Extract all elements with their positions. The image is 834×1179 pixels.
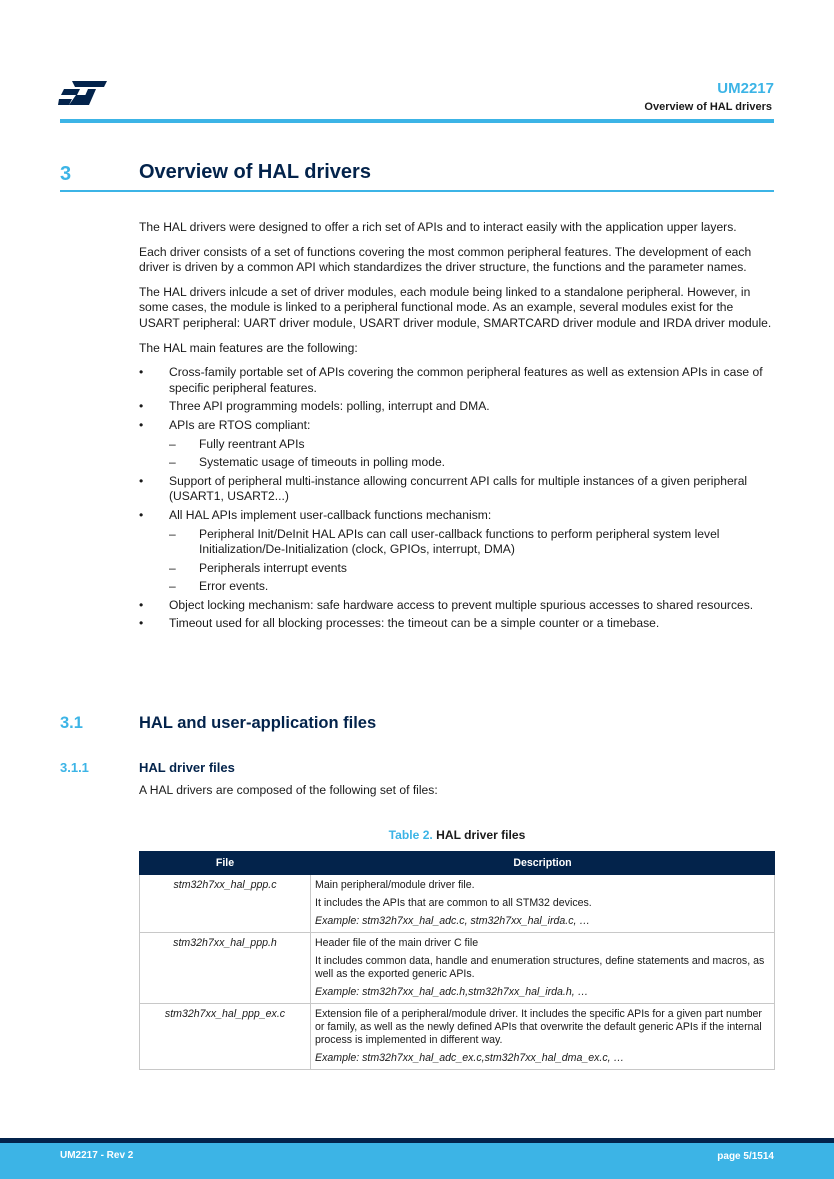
table-row	[140, 933, 775, 1004]
header-section-title: Overview of HAL drivers	[644, 101, 772, 113]
bullet-icon: •	[139, 399, 144, 414]
description-cell	[311, 933, 775, 1004]
sub-list-item	[169, 561, 775, 577]
dash-icon: –	[169, 436, 176, 451]
list-item-text: Object locking mechanism: safe hardware access to prevent multiple spurious accesses to shared resources.	[169, 597, 754, 612]
dash-icon: –	[169, 560, 176, 575]
subsection-number: 3.1.1	[60, 760, 89, 775]
paragraph: The HAL main features are the following:	[139, 340, 358, 355]
sub-list-item	[169, 455, 775, 471]
footer-page-number: page 5/1514	[717, 1151, 774, 1162]
section-number: 3.1	[60, 714, 83, 732]
bullet-icon: •	[139, 473, 144, 488]
sub-list	[169, 437, 775, 471]
header-doc-id: UM2217	[717, 80, 774, 97]
paragraph: Each driver consists of a set of functions covering the most common peripheral features. The development of each driver is driven by a common API which standardizes the driver structure, the functions and the parameter names.	[139, 244, 752, 275]
paragraph: The HAL drivers inlcude a set of driver modules, each module being linked to a standalone peripheral. However, in some cases, the module is linked to a peripheral functional mode. As an example, several modules exist for the USART peripheral: UART driver module, USART driver module, SMARTCARD driver module and IRDA driver module.	[139, 284, 772, 330]
list-item-text: Three API programming models: polling, interrupt and DMA.	[169, 399, 490, 414]
bullet-icon: •	[139, 507, 144, 522]
description-example: Example: stm32h7xx_hal_adc.c, stm32h7xx_hal_irda.c, …	[315, 915, 590, 927]
chapter-rule	[60, 190, 774, 192]
description-line: Main peripheral/module driver file.	[315, 879, 475, 891]
header-rule	[60, 119, 774, 123]
st-logo-icon	[58, 79, 108, 107]
list-item	[139, 474, 775, 505]
bullet-icon: •	[139, 597, 144, 612]
sub-list	[169, 527, 775, 595]
column-header-file: File	[140, 852, 311, 875]
bullet-icon: •	[139, 616, 144, 631]
chapter-title: Overview of HAL drivers	[139, 161, 371, 183]
column-header-description: Description	[311, 852, 775, 875]
table-row	[140, 875, 775, 933]
table-row	[140, 1004, 775, 1070]
description-cell	[311, 1004, 775, 1070]
sub-list-item	[169, 527, 775, 558]
list-item	[139, 399, 775, 415]
sub-list-item-text: Error events.	[199, 579, 269, 594]
list-item-text: All HAL APIs implement user-callback functions mechanism:	[169, 507, 492, 522]
description-line: Header file of the main driver C file	[315, 937, 479, 949]
sub-list-item-text: Fully reentrant APIs	[199, 436, 305, 451]
description-cell	[311, 875, 775, 933]
list-item	[139, 598, 775, 614]
list-item	[139, 508, 775, 595]
table-header-row	[140, 852, 775, 875]
sub-list-item-text: Systematic usage of timeouts in polling mode.	[199, 455, 446, 470]
list-item-text: Cross-family portable set of APIs covering the common peripheral features as well as extension APIs in case of specific peripheral features.	[169, 365, 763, 395]
footer-top-stripe	[0, 1138, 834, 1143]
chapter-body	[139, 220, 775, 635]
description-line: Extension file of a peripheral/module driver. It includes the specific APIs for a given part number or family, as well as the newly defined APIs that overwrite the default generic APIs if the internal process is implemented in different way.	[315, 1008, 762, 1046]
sub-list-item-text: Peripheral Init/DeInit HAL APIs can call user-callback functions to perform peripheral system level Initialization/De-Initialization (clock, GPIOs, interrupt, DMA)	[199, 526, 720, 557]
feature-list	[139, 365, 775, 632]
dash-icon: –	[169, 526, 176, 541]
chapter-number: 3	[60, 163, 72, 185]
list-item-text: APIs are RTOS compliant:	[169, 417, 311, 432]
list-item	[139, 365, 775, 396]
list-item-text: Support of peripheral multi-instance allowing concurrent API calls for multiple instances of a given peripheral (USART1, USART2...)	[169, 473, 748, 504]
file-cell: stm32h7xx_hal_ppp_ex.c	[140, 1004, 311, 1070]
sub-list-item	[169, 579, 775, 595]
subsection-intro: A HAL drivers are composed of the following set of files:	[139, 783, 438, 797]
list-item	[139, 616, 775, 632]
description-line: It includes the APIs that are common to all STM32 devices.	[315, 897, 592, 909]
table-label: Table 2.	[388, 828, 433, 842]
table-caption-text: HAL driver files	[436, 828, 526, 842]
hal-driver-files-table	[139, 851, 775, 1070]
footer-doc-revision: UM2217 - Rev 2	[60, 1150, 134, 1161]
bullet-icon: •	[139, 365, 144, 380]
bullet-icon: •	[139, 417, 144, 432]
table-caption	[139, 828, 775, 842]
sub-list-item	[169, 437, 775, 453]
file-cell: stm32h7xx_hal_ppp.h	[140, 933, 311, 1004]
list-item	[139, 418, 775, 471]
section-title: HAL and user-application files	[139, 714, 377, 732]
list-item-text: Timeout used for all blocking processes: the timeout can be a simple counter or a timebase.	[169, 616, 660, 631]
description-example: Example: stm32h7xx_hal_adc.h,stm32h7xx_hal_irda.h, …	[315, 986, 589, 998]
description-line: It includes common data, handle and enumeration structures, define statements and macros, as well as the exported generic APIs.	[315, 955, 765, 980]
paragraph: The HAL drivers were designed to offer a rich set of APIs and to interact easily with the application upper layers.	[139, 220, 737, 234]
file-cell: stm32h7xx_hal_ppp.c	[140, 875, 311, 933]
dash-icon: –	[169, 455, 176, 470]
sub-list-item-text: Peripherals interrupt events	[199, 560, 347, 575]
description-example: Example: stm32h7xx_hal_adc_ex.c,stm32h7xx_hal_dma_ex.c, …	[315, 1052, 625, 1064]
dash-icon: –	[169, 579, 176, 594]
subsection-title: HAL driver files	[139, 760, 235, 775]
